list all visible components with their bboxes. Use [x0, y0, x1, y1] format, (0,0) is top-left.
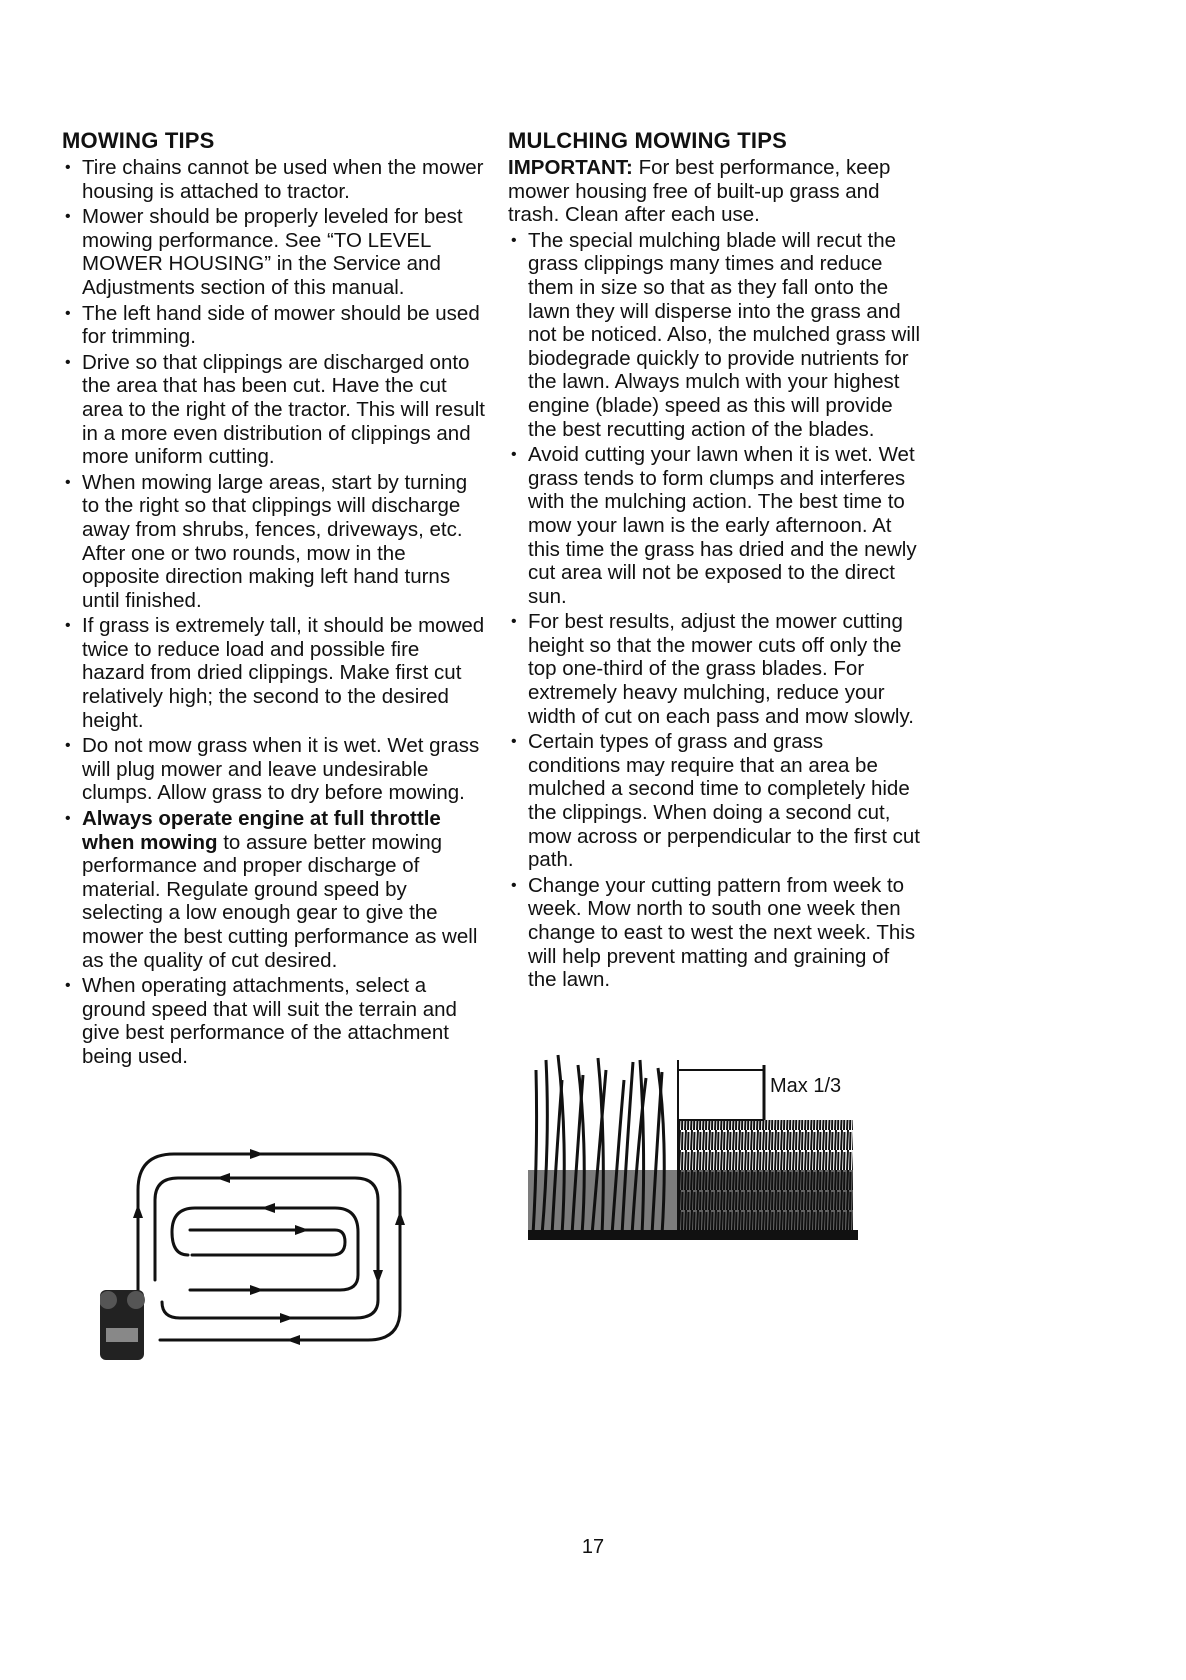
- list-item: • When mowing large areas, start by turning to the right so that clippings will discharge away from shrubs, fences, driveways, etc. After one or two rounds, mow in the opposite direction making left hand turns until finished.: [62, 471, 487, 613]
- mulching-tips-list: [508, 229, 920, 992]
- list-item: • Do not mow grass when it is wet. Wet grass will plug mower and leave undesirable clumps. Allow grass to dry before mowing.: [62, 734, 487, 805]
- page-number: 17: [581, 1536, 605, 1558]
- list-item: • Drive so that clippings are discharged onto the area that has been cut. Have the cut area to the right of the tractor. This will result in a more even distribution of clippings and more uniform cutting.: [62, 351, 487, 469]
- important-label: IMPORTANT:: [508, 156, 633, 179]
- list-item: • When operating attachments, select a ground speed that will suit the terrain and give best performance of the attachment being used.: [62, 974, 487, 1068]
- list-item: • The left hand side of mower should be used for trimming.: [62, 302, 487, 349]
- mowing-tips-list: [62, 156, 487, 1069]
- important-note: [508, 156, 920, 227]
- mulching-tips-section: [508, 128, 920, 994]
- tractor-icon: [100, 1290, 145, 1360]
- important-text: For best performance, keep mower housing free of built-up grass and trash. Clean after each use.: [508, 156, 891, 227]
- list-item: • Certain types of grass and grass conditions may require that an area be mulched a second time to completely hide the clippings. When doing a second cut, mow across or perpendicular to the first cut path.: [508, 730, 920, 872]
- throttle-bold-text: Always operate engine at full throttle when mowing: [82, 807, 441, 854]
- list-item: • Change your cutting pattern from week to week. Mow north to south one week then change to east to west the next week. This will help prevent matting and graining of the lawn.: [508, 874, 920, 992]
- mowing-tips-section: [62, 128, 487, 1071]
- mulching-tips-heading: MULCHING MOWING TIPS: [508, 128, 787, 153]
- list-item: • Avoid cutting your lawn when it is wet. Wet grass tends to form clumps and interferes with the mulching action. The best time to mow your lawn is the early afternoon. At this time the grass has dried and the newly cut area will not be exposed to the direct sun.: [508, 443, 920, 608]
- list-item: • The special mulching blade will recut the grass clippings many times and reduce them in size so that as they fall onto the lawn they will disperse into the grass and not be noticed. Also, the mulched grass will biodegrade quickly to provide nutrients for the lawn. Always mulch with your highest engine (blade) speed as this will provide the best recutting action of the blades.: [508, 229, 920, 441]
- mowing-tips-heading: MOWING TIPS: [62, 128, 215, 153]
- list-item: • Tire chains cannot be used when the mower housing is attached to tractor.: [62, 156, 487, 203]
- list-item: [62, 807, 487, 972]
- list-item: • If grass is extremely tall, it should be mowed twice to reduce load and possible fire hazard from dried clippings. Make first cut relatively high; the second to the desired height.: [62, 614, 487, 732]
- mower-path-diagram: [100, 1140, 450, 1370]
- throttle-rest-text: to assure better mowing performance and proper discharge of material. Regulate ground speed by selecting a low enough gear to give the mower the best cutting performance as well as the quality of cut desired.: [82, 830, 478, 972]
- list-item: • For best results, adjust the mower cutting height so that the mower cuts off only the top one-third of the grass blades. For extremely heavy mulching, reduce your width of cut on each pass and mow slowly.: [508, 610, 920, 728]
- list-item: • Mower should be properly leveled for best mowing performance. See “TO LEVEL MOWER HOUSING” in the Service and Adjustments section of this manual.: [62, 205, 487, 299]
- max-label: Max 1/3: [770, 1075, 842, 1097]
